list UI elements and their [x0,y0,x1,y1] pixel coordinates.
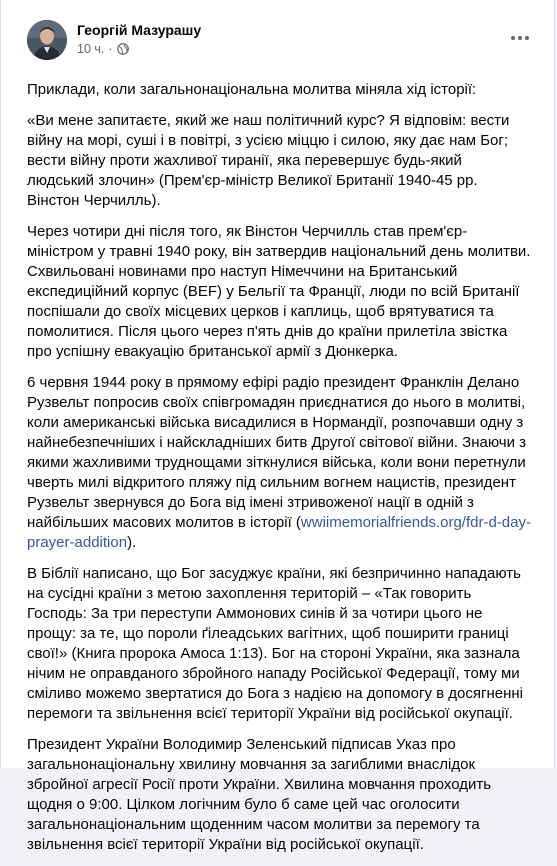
dot [511,36,515,40]
paragraph: Через чотири дні після того, як Вінстон Черчилль став прем'єр-міністром у травні 1940 року, він затвердив національний день молитви. Схвильовані новинами про наступ Німеччини на Британський експедиційний корпус (BEF) у Бельгії та Франції, люди по всій Британії поспішали до своїх місцевих церков і каплиць, щоб врятуватися та помолитися. Після цього через п'ять днів до країни прилетіла звістка про успішну евакуацію британської армії з Дюнкерка. [27,223,531,360]
paragraph-text: 6 червня 1944 року в прямому ефірі радіо президент Франклін Делано Рузвельт попросив своїх співгромадян приєднатися до нього в молитві, коли американські війська висадилися в Нормандії, розпочавши одну з найнебезпечніших і найскладніших битв Другої світової війни. Знаючи з якими жахливими труднощами зіткнулися війська, коли вони перетнули чверть милі відкритого пляжу під сильним вогнем нацистів, президент Рузвельт звернувся до Бога від імені зтривоженої нації в одній з найбільших масових молитов в історії ( [27,374,527,531]
globe-icon[interactable] [117,43,129,55]
separator-dot: · [108,42,113,56]
paragraph: «Ви мене запитаєте, який же наш політичний курс? Я відповім: вести війну на морі, суші і в повітрі, з усією міццю і силою, яку дає нам Бог; вести війну проти жахливої тиранії, яка перевершує будь-який людський злочин» (Прем'єр-міністр Великої Британії 1940-45 рр. Вінстон Черчилль). [27,112,510,209]
paragraph: В Біблії написано, що Бог засуджує країни, які безпричинно нападають на сусідні країни з метою захоплення територій – «Так говорить Господь: За три переступи Аммонових синів й за чотири цього не прощу: за те, що пороли ґілеадських вагітних, щоб поширити границі свої!» (Книга пророка Амоса 1:13). Бог на стороні України, яка зазнала нічим не оправданого збройного нападу Російської Федерації, тому ми сміливо можемо звертатися до Бога з надією на допомогу в досягненні перемоги та звільнення всієї території України від російської окупації. [27,565,523,722]
profile-photo [27,20,67,60]
dot [525,36,529,40]
post-meta [77,42,129,56]
post-time[interactable]: 10 ч. [77,42,105,56]
more-options-icon[interactable] [506,28,534,48]
post-body [27,80,532,866]
author-name[interactable]: Георгій Мазурашу [77,22,202,38]
paragraph: Президент України Володимир Зеленський підписав Указ про загальнонаціональну хвилину мовчання за загиблими внаслідок збройної агресії Росії проти України. Хвилина мовчання проходить щодня о 9:00. Цілком логічним було б саме цей час оголосити загальнонаціональним щоденним часом молитви за перемогу та звільнення всієї території України від російської окупації. [27,736,492,853]
source-link[interactable]: wwiimemorialfriends.org/fdr-d-day-prayer-addition [27,514,531,551]
avatar[interactable] [27,20,67,60]
paragraph: Приклади, коли загальнонаціональна молитва міняла хід історії: [27,81,477,98]
post-header [17,14,540,62]
dot [518,36,522,40]
paragraph-end: ). [127,534,137,551]
paragraph-with-link [27,373,532,553]
